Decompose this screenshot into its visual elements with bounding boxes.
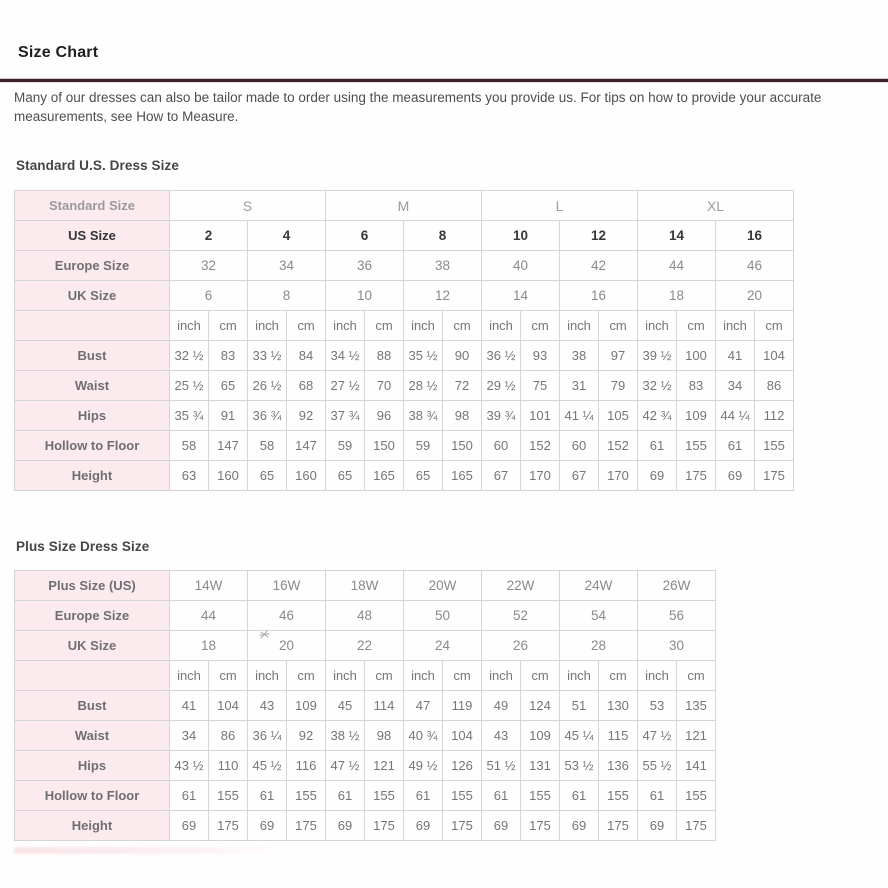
cell-value: 86: [755, 371, 794, 401]
cell-value: 131: [521, 751, 560, 781]
cell-value: 55 ½: [638, 751, 677, 781]
cell-value: 155: [209, 781, 248, 811]
cell-value: 41 ¼: [560, 401, 599, 431]
cell-value: 109: [677, 401, 716, 431]
cell-value: 53: [638, 691, 677, 721]
intro-text: Many of our dresses can also be tailor made to order using the measurements you provide us. For tips on how to provide your accurate measurements, see How to Measure.: [14, 90, 822, 124]
cell-value: 34: [716, 371, 755, 401]
cell-value: 165: [443, 461, 482, 491]
standard-size-table: [14, 190, 794, 491]
row-label: Hips: [15, 751, 170, 781]
cell-value: 61: [404, 781, 443, 811]
cell-value: cm: [521, 311, 560, 341]
cell-value: 46: [716, 251, 794, 281]
cell-value: 67: [482, 461, 521, 491]
cell-value: 47 ½: [326, 751, 365, 781]
cell-value: 96: [365, 401, 404, 431]
cell-value: 45 ½: [248, 751, 287, 781]
cell-value: 20: [716, 281, 794, 311]
cell-value: S: [170, 191, 326, 221]
cell-value: 69: [560, 811, 599, 841]
cell-value: 126: [443, 751, 482, 781]
cell-value: 28 ½: [404, 371, 443, 401]
table-row: [15, 251, 794, 281]
cell-value: 59: [326, 431, 365, 461]
cell-value: 48: [326, 601, 404, 631]
cell-value: 109: [521, 721, 560, 751]
cell-value: 38 ½: [326, 721, 365, 751]
ink-scribble-mark: [258, 628, 272, 642]
cell-value: 75: [521, 371, 560, 401]
cell-value: 36: [326, 251, 404, 281]
row-label: [15, 661, 170, 691]
row-label: Europe Size: [15, 601, 170, 631]
cell-value: 61: [638, 781, 677, 811]
cell-value: inch: [248, 311, 287, 341]
cell-value: 39 ½: [638, 341, 677, 371]
cell-value: cm: [365, 311, 404, 341]
cell-value: inch: [326, 311, 365, 341]
cell-value: inch: [560, 311, 599, 341]
cell-value: 29 ½: [482, 371, 521, 401]
cell-value: 6: [170, 281, 248, 311]
cell-value: 34: [170, 721, 209, 751]
cell-value: 44: [638, 251, 716, 281]
cell-value: 155: [521, 781, 560, 811]
cell-value: cm: [287, 311, 326, 341]
cell-value: 36 ½: [482, 341, 521, 371]
cell-value: 90: [443, 341, 482, 371]
cell-value: 110: [209, 751, 248, 781]
cell-value: 16: [560, 281, 638, 311]
cell-value: 69: [482, 811, 521, 841]
cell-value: 30: [638, 631, 716, 661]
cell-value: 121: [365, 751, 404, 781]
cell-value: 24: [404, 631, 482, 661]
cell-value: 63: [170, 461, 209, 491]
cell-value: 65: [248, 461, 287, 491]
row-label: Hollow to Floor: [15, 781, 170, 811]
cell-value: 35 ¾: [170, 401, 209, 431]
cell-value: 51 ½: [482, 751, 521, 781]
cell-value: 58: [248, 431, 287, 461]
cell-value: 170: [521, 461, 560, 491]
cell-value: 59: [404, 431, 443, 461]
cell-value: 65: [209, 371, 248, 401]
cell-value: 116: [287, 751, 326, 781]
cell-value: 16W: [248, 571, 326, 601]
cell-value: 20: [248, 631, 326, 661]
cell-value: 38 ¾: [404, 401, 443, 431]
cell-value: cm: [755, 311, 794, 341]
cell-value: 160: [287, 461, 326, 491]
cell-value: 109: [287, 691, 326, 721]
cell-value: 36 ¼: [248, 721, 287, 751]
cell-value: 31: [560, 371, 599, 401]
cell-value: inch: [482, 661, 521, 691]
table-row: [15, 571, 716, 601]
plus-size-table: [14, 570, 716, 841]
cell-value: 155: [677, 431, 716, 461]
row-label: Bust: [15, 341, 170, 371]
cell-value: 175: [287, 811, 326, 841]
cell-value: 84: [287, 341, 326, 371]
cell-value: 20W: [404, 571, 482, 601]
table-row: [15, 191, 794, 221]
cell-value: 175: [209, 811, 248, 841]
scan-smudge: [14, 847, 279, 854]
cell-value: 38: [560, 341, 599, 371]
cell-value: cm: [209, 661, 248, 691]
cell-value: 25 ½: [170, 371, 209, 401]
cell-value: 98: [365, 721, 404, 751]
cell-value: 175: [755, 461, 794, 491]
cell-value: 69: [404, 811, 443, 841]
table-row: [15, 341, 794, 371]
cell-value: 170: [599, 461, 638, 491]
row-label: Waist: [15, 721, 170, 751]
cell-value: 92: [287, 401, 326, 431]
cell-value: 175: [365, 811, 404, 841]
cell-value: 35 ½: [404, 341, 443, 371]
cell-value: 26: [482, 631, 560, 661]
cell-value: inch: [248, 661, 287, 691]
cell-value: 50: [404, 601, 482, 631]
cell-value: 40: [482, 251, 560, 281]
table-row: [15, 401, 794, 431]
cell-value: inch: [170, 311, 209, 341]
cell-value: inch: [638, 311, 677, 341]
cell-value: 69: [248, 811, 287, 841]
cell-value: XL: [638, 191, 794, 221]
cell-value: cm: [599, 311, 638, 341]
cell-value: 34 ½: [326, 341, 365, 371]
row-label: Europe Size: [15, 251, 170, 281]
cell-value: 105: [599, 401, 638, 431]
cell-value: 33 ½: [248, 341, 287, 371]
cell-value: 88: [365, 341, 404, 371]
cell-value: 70: [365, 371, 404, 401]
cell-value: 60: [560, 431, 599, 461]
cell-value: 61: [560, 781, 599, 811]
cell-value: 41: [170, 691, 209, 721]
cell-value: 38: [404, 251, 482, 281]
row-label: UK Size: [15, 631, 170, 661]
cell-value: 44 ¼: [716, 401, 755, 431]
cell-value: 61: [170, 781, 209, 811]
table-row: [15, 631, 716, 661]
cell-value: 8: [248, 281, 326, 311]
cell-value: 115: [599, 721, 638, 751]
cell-value: 69: [326, 811, 365, 841]
table-row: [15, 281, 794, 311]
row-label: US Size: [15, 221, 170, 251]
cell-value: 72: [443, 371, 482, 401]
cell-value: 46: [248, 601, 326, 631]
cell-value: 152: [521, 431, 560, 461]
table-row: [15, 751, 716, 781]
table-row: [15, 601, 716, 631]
table-row: [15, 811, 716, 841]
cell-value: inch: [404, 661, 443, 691]
row-label: Standard Size: [15, 191, 170, 221]
cell-value: inch: [560, 661, 599, 691]
cell-value: 61: [248, 781, 287, 811]
cell-value: 52: [482, 601, 560, 631]
cell-value: 42 ¾: [638, 401, 677, 431]
cell-value: 150: [365, 431, 404, 461]
cell-value: 112: [755, 401, 794, 431]
cell-value: 93: [521, 341, 560, 371]
cell-value: 26 ½: [248, 371, 287, 401]
row-label: Plus Size (US): [15, 571, 170, 601]
cell-value: 79: [599, 371, 638, 401]
cell-value: 18W: [326, 571, 404, 601]
cell-value: 49: [482, 691, 521, 721]
cell-value: 45: [326, 691, 365, 721]
table-row: [15, 431, 794, 461]
cell-value: 147: [287, 431, 326, 461]
cell-value: 69: [638, 811, 677, 841]
cell-value: 10: [326, 281, 404, 311]
cell-value: cm: [443, 661, 482, 691]
cell-value: 24W: [560, 571, 638, 601]
cell-value: 49 ½: [404, 751, 443, 781]
cell-value: 175: [677, 811, 716, 841]
cell-value: cm: [365, 661, 404, 691]
cell-value: 136: [599, 751, 638, 781]
cell-value: cm: [599, 661, 638, 691]
cell-value: 100: [677, 341, 716, 371]
cell-value: 155: [677, 781, 716, 811]
cell-value: 69: [716, 461, 755, 491]
plus-section-heading: Plus Size Dress Size: [16, 539, 150, 554]
table-row: [15, 461, 794, 491]
cell-value: 61: [326, 781, 365, 811]
cell-value: 47: [404, 691, 443, 721]
cell-value: 86: [209, 721, 248, 751]
cell-value: 175: [443, 811, 482, 841]
cell-value: cm: [677, 311, 716, 341]
cell-value: cm: [443, 311, 482, 341]
cell-value: 22W: [482, 571, 560, 601]
cell-value: 40 ¾: [404, 721, 443, 751]
cell-value: 68: [287, 371, 326, 401]
cell-value: 165: [365, 461, 404, 491]
row-label: Hollow to Floor: [15, 431, 170, 461]
cell-value: 6: [326, 221, 404, 251]
cell-value: inch: [716, 311, 755, 341]
cell-value: M: [326, 191, 482, 221]
cell-value: 39 ¾: [482, 401, 521, 431]
cell-value: 67: [560, 461, 599, 491]
cell-value: 61: [638, 431, 677, 461]
cell-value: 2: [170, 221, 248, 251]
cell-value: 65: [326, 461, 365, 491]
cell-value: 56: [638, 601, 716, 631]
cell-value: 130: [599, 691, 638, 721]
title-divider: [0, 78, 888, 83]
cell-value: cm: [521, 661, 560, 691]
cell-value: 104: [443, 721, 482, 751]
row-label: Hips: [15, 401, 170, 431]
cell-value: 16: [716, 221, 794, 251]
cell-value: 104: [755, 341, 794, 371]
cell-value: 27 ½: [326, 371, 365, 401]
table-row: [15, 221, 794, 251]
cell-value: 60: [482, 431, 521, 461]
cell-value: 155: [365, 781, 404, 811]
cell-value: 119: [443, 691, 482, 721]
cell-value: 101: [521, 401, 560, 431]
cell-value: 54: [560, 601, 638, 631]
cell-value: 124: [521, 691, 560, 721]
cell-value: inch: [482, 311, 521, 341]
cell-value: inch: [326, 661, 365, 691]
table-row: [15, 781, 716, 811]
cell-value: 114: [365, 691, 404, 721]
table-row: [15, 691, 716, 721]
cell-value: 65: [404, 461, 443, 491]
cell-value: 45 ¼: [560, 721, 599, 751]
page-title: Size Chart: [18, 44, 99, 61]
cell-value: 104: [209, 691, 248, 721]
cell-value: 61: [482, 781, 521, 811]
cell-value: 28: [560, 631, 638, 661]
cell-value: 121: [677, 721, 716, 751]
cell-value: 34: [248, 251, 326, 281]
cell-value: 43 ½: [170, 751, 209, 781]
table-row: [15, 721, 716, 751]
cell-value: 135: [677, 691, 716, 721]
cell-value: 98: [443, 401, 482, 431]
cell-value: 69: [638, 461, 677, 491]
cell-value: 32 ½: [170, 341, 209, 371]
cell-value: 18: [170, 631, 248, 661]
cell-value: 12: [560, 221, 638, 251]
cell-value: 150: [443, 431, 482, 461]
cell-value: 83: [677, 371, 716, 401]
cell-value: 47 ½: [638, 721, 677, 751]
cell-value: 175: [521, 811, 560, 841]
cell-value: 69: [170, 811, 209, 841]
cell-value: 43: [482, 721, 521, 751]
cell-value: 141: [677, 751, 716, 781]
cell-value: 51: [560, 691, 599, 721]
cell-value: 37 ¾: [326, 401, 365, 431]
cell-value: 58: [170, 431, 209, 461]
cell-value: 4: [248, 221, 326, 251]
cell-value: inch: [170, 661, 209, 691]
cell-value: 152: [599, 431, 638, 461]
cell-value: 44: [170, 601, 248, 631]
cell-value: 92: [287, 721, 326, 751]
cell-value: 26W: [638, 571, 716, 601]
cell-value: 155: [443, 781, 482, 811]
cell-value: inch: [404, 311, 443, 341]
table-row: [15, 661, 716, 691]
cell-value: 32 ½: [638, 371, 677, 401]
cell-value: 14: [482, 281, 560, 311]
cell-value: 32: [170, 251, 248, 281]
cell-value: 10: [482, 221, 560, 251]
row-label: Height: [15, 461, 170, 491]
row-label: Height: [15, 811, 170, 841]
cell-value: 175: [599, 811, 638, 841]
row-label: UK Size: [15, 281, 170, 311]
cell-value: 22: [326, 631, 404, 661]
cell-value: 61: [716, 431, 755, 461]
table-row: [15, 311, 794, 341]
cell-value: 14: [638, 221, 716, 251]
cell-value: 53 ½: [560, 751, 599, 781]
table-row: [15, 371, 794, 401]
cell-value: 147: [209, 431, 248, 461]
cell-value: 155: [755, 431, 794, 461]
cell-value: 83: [209, 341, 248, 371]
row-label: Bust: [15, 691, 170, 721]
standard-section-heading: Standard U.S. Dress Size: [16, 158, 179, 173]
cell-value: 155: [287, 781, 326, 811]
cell-value: 12: [404, 281, 482, 311]
cell-value: 91: [209, 401, 248, 431]
cell-value: 8: [404, 221, 482, 251]
cell-value: 43: [248, 691, 287, 721]
cell-value: 14W: [170, 571, 248, 601]
cell-value: 42: [560, 251, 638, 281]
cell-value: 160: [209, 461, 248, 491]
cell-value: cm: [287, 661, 326, 691]
cell-value: cm: [677, 661, 716, 691]
cell-value: 97: [599, 341, 638, 371]
cell-value: 41: [716, 341, 755, 371]
cell-value: 155: [599, 781, 638, 811]
row-label: Waist: [15, 371, 170, 401]
cell-value: 175: [677, 461, 716, 491]
cell-value: 36 ¾: [248, 401, 287, 431]
row-label: [15, 311, 170, 341]
cell-value: cm: [209, 311, 248, 341]
cell-value: L: [482, 191, 638, 221]
cell-value: inch: [638, 661, 677, 691]
cell-value: 18: [638, 281, 716, 311]
